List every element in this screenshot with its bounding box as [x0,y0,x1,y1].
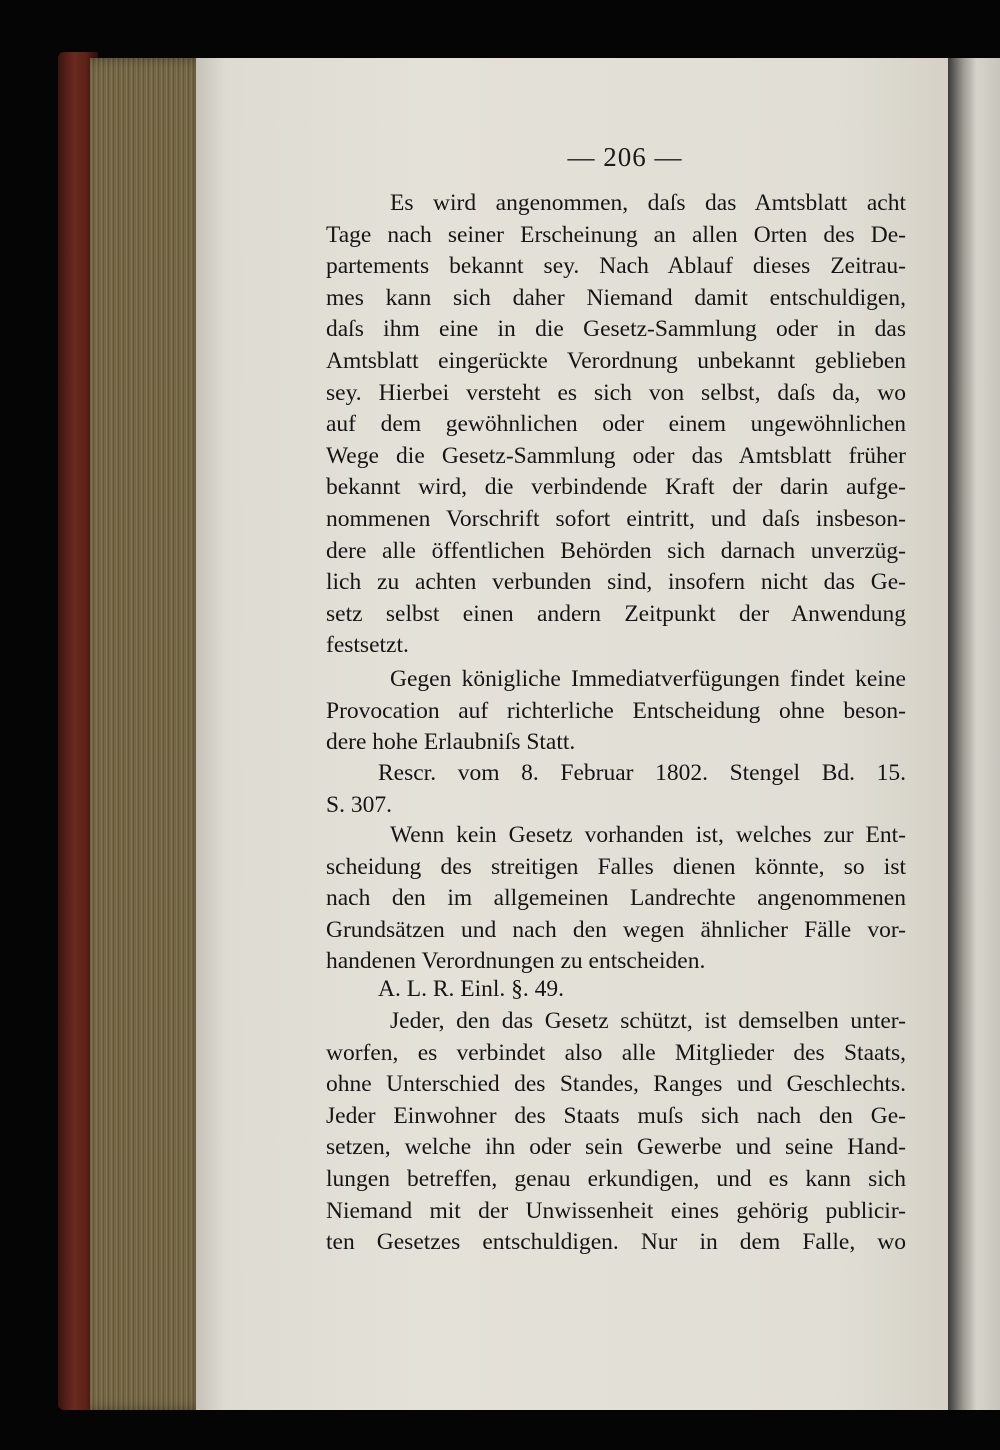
text-line: Gegen königliche Immediatverfügungen findet keine [390,666,906,692]
text-line: Jeder, den das Gesetz schützt, ist demselben unter- [390,1008,906,1034]
text-line: festsetzt. [326,632,409,659]
text-line: lungen betreffen, genau erkundigen, und es kann sich [326,1165,906,1192]
text-line: partements bekannt sey. Nach Ablauf dieses Zeitrau- [326,253,906,280]
text-line: mes kann sich daher Niemand damit entschuldigen, [326,284,906,311]
text-line: Rescr. vom 8. Februar 1802. Stengel Bd. 15. [378,760,906,786]
text-line: worfen, es verbindet also alle Mitglieder des Staats, [326,1039,906,1066]
text-line: ohne Unterschied des Standes, Ranges und Geschlechts. [326,1071,906,1098]
text-line: nach den im allgemeinen Landrechte angenommenen [326,885,906,912]
text-line: ten Gesetzes entschuldigen. Nur in dem Falle, wo [326,1229,906,1256]
text-line: scheidung des streitigen Falles dienen könnte, so ist [326,853,906,880]
page-stack-edges [90,58,208,1410]
text-line: daſs ihm eine in die Gesetz-Sammlung oder in das [326,316,906,343]
text-line: S. 307. [326,791,392,818]
text-line: Provocation auf richterliche Entscheidung ohne beson- [326,697,906,724]
paragraph-2 [326,664,906,759]
text-line: Wenn kein Gesetz vorhanden ist, welches zur Ent- [390,822,906,848]
text-line: sey. Hierbei versteht es sich von selbst, daſs da, wo [326,379,906,406]
facing-page-edge [948,58,1000,1410]
text-line: setzen, welche ihn oder sein Gewerbe und seine Hand- [326,1134,906,1161]
text-line: auf dem gewöhnlichen oder einem ungewöhnlichen [326,411,906,438]
text-line: Grundsätzen und nach den wegen ähnlicher Fälle vor- [326,916,906,943]
text-line: dere hohe Erlaubniſs Statt. [326,729,576,756]
text-line: lich zu achten verbunden sind, insofern nicht das Ge- [326,569,906,596]
reference-2 [326,974,906,1006]
page-number: — 206 — [567,142,683,172]
text-line: nommenen Vorschrift sofort eintritt, und daſs insbeson- [326,505,906,532]
text-line: Tage nach seiner Erscheinung an allen Orten des De- [326,221,906,248]
text-line: Jeder Einwohner des Staats muſs sich nach den Ge- [326,1102,906,1129]
paragraph-3 [326,820,906,978]
text-line: Es wird angenommen, daſs das Amtsblatt acht [390,190,906,216]
text-line: setz selbst einen andern Zeitpunkt der Anwendung [326,600,906,627]
text-line: Niemand mit der Unwissenheit eines gehörig publicir- [326,1197,906,1224]
text-line: A. L. R. Einl. §. 49. [378,976,565,1002]
paragraph-4 [326,1006,906,1259]
text-line: handenen Verordnungen zu entscheiden. [326,948,706,975]
text-line: dere alle öffentlichen Behörden sich darnach unverzüg- [326,537,906,564]
text-line: Wege die Gesetz-Sammlung oder das Amtsblatt früher [326,442,906,469]
reference-1 [326,758,906,821]
text-line: bekannt wird, die verbindende Kraft der darin aufge- [326,474,906,501]
text-line: Amtsblatt eingerückte Verordnung unbekannt geblieben [326,347,906,374]
paragraph-1 [326,188,906,662]
